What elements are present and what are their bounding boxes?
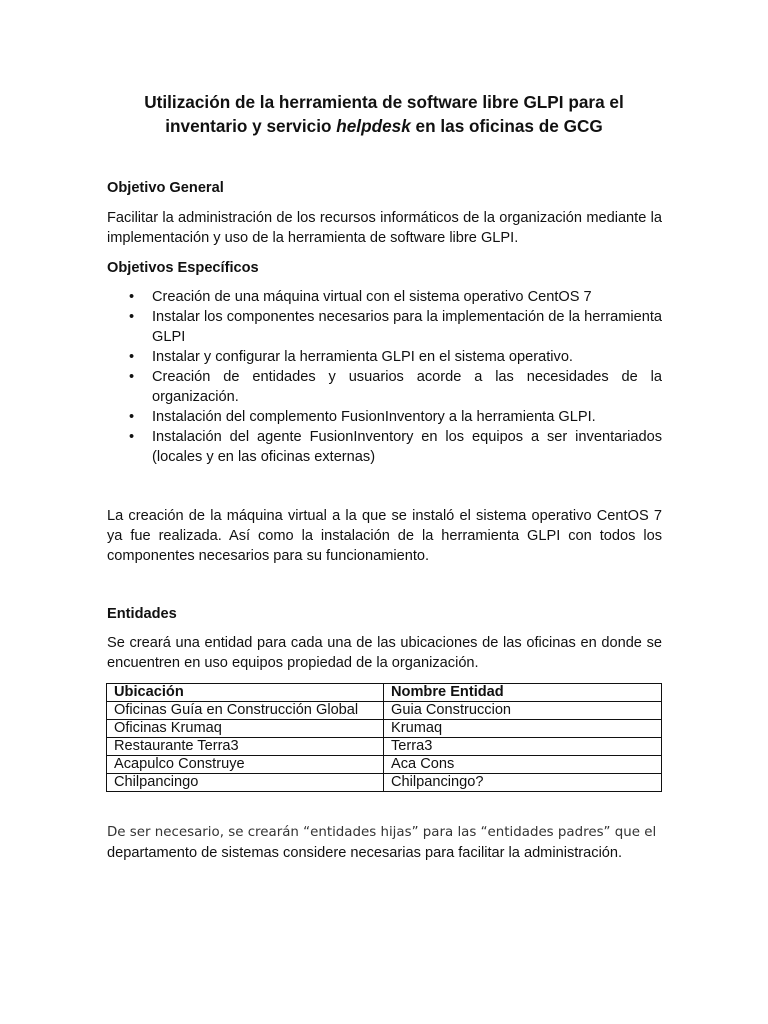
table-header-row — [107, 684, 662, 702]
title-emphasis: helpdesk — [336, 116, 411, 136]
closing-paragraph — [107, 823, 662, 863]
table-row — [107, 702, 662, 720]
bullet-icon: • — [129, 429, 135, 445]
cell-ubicacion: Oficinas Krumaq — [107, 720, 384, 738]
bullet-icon: • — [129, 289, 135, 305]
header-nombre-entidad: Nombre Entidad — [384, 684, 662, 702]
list-item-text: Instalar y configurar la herramienta GLPI en el sistema operativo. — [152, 349, 573, 365]
list-item — [107, 427, 662, 467]
bullet-icon: • — [129, 369, 135, 385]
document-title — [106, 90, 662, 138]
list-item — [107, 407, 662, 427]
table-row — [107, 738, 662, 756]
table-row — [107, 756, 662, 774]
table-row — [107, 774, 662, 792]
cell-nombre-entidad: Terra3 — [384, 738, 662, 756]
cell-ubicacion: Acapulco Construye — [107, 756, 384, 774]
cell-ubicacion: Oficinas Guía en Construcción Global — [107, 702, 384, 720]
bullet-icon: • — [129, 409, 135, 425]
cell-nombre-entidad: Chilpancingo? — [384, 774, 662, 792]
cell-ubicacion: Restaurante Terra3 — [107, 738, 384, 756]
list-item — [107, 287, 662, 307]
vm-paragraph: La creación de la máquina virtual a la que se instaló el sistema operativo CentOS 7 ya fue realizada. Así como la instalación de la herramienta GLPI con todos los componentes necesarios para su funcionamiento. — [107, 508, 662, 564]
objetivo-general-heading: Objetivo General — [107, 180, 224, 196]
closing-line-1: De ser necesario, se crearán “entidades hijas” para las “entidades padres” que el — [107, 825, 657, 840]
list-item-text: Creación de entidades y usuarios acorde a las necesidades de la organización. — [152, 369, 662, 405]
list-item — [107, 347, 662, 367]
objetivos-especificos-heading: Objetivos Específicos — [107, 260, 259, 276]
closing-line-2: departamento de sistemas considere necesarias para facilitar la administración. — [107, 845, 623, 861]
cell-nombre-entidad: Guia Construccion — [384, 702, 662, 720]
cell-nombre-entidad: Krumaq — [384, 720, 662, 738]
entidades-text: Se creará una entidad para cada una de las ubicaciones de las oficinas en donde se encuentren en uso equipos propiedad de la organización. — [107, 635, 662, 671]
objetivos-especificos-list — [107, 287, 662, 467]
list-item-text: Instalar los componentes necesarios para la implementación de la herramienta GLPI — [152, 309, 662, 345]
header-ubicacion: Ubicación — [107, 684, 384, 702]
bullet-icon: • — [129, 349, 135, 365]
list-item-text: Instalación del complemento FusionInventory a la herramienta GLPI. — [152, 409, 596, 425]
list-item-text: Creación de una máquina virtual con el sistema operativo CentOS 7 — [152, 289, 592, 305]
list-item — [107, 307, 662, 347]
list-item-text: Instalación del agente FusionInventory en los equipos a ser inventariados (locales y en las oficinas externas) — [152, 429, 662, 465]
cell-nombre-entidad: Aca Cons — [384, 756, 662, 774]
bullet-icon: • — [129, 309, 135, 325]
title-part-2: en las oficinas de GCG — [410, 116, 603, 136]
table-row — [107, 720, 662, 738]
objetivo-general-text: Facilitar la administración de los recursos informáticos de la organización mediante la implementación y uso de la herramienta de software libre GLPI. — [107, 210, 662, 246]
list-item — [107, 367, 662, 407]
title-part-1: Utilización de la herramienta de software libre GLPI para el inventario y servicio — [144, 92, 624, 136]
entidades-heading: Entidades — [107, 606, 177, 622]
entidades-table — [106, 683, 662, 792]
cell-ubicacion: Chilpancingo — [107, 774, 384, 792]
